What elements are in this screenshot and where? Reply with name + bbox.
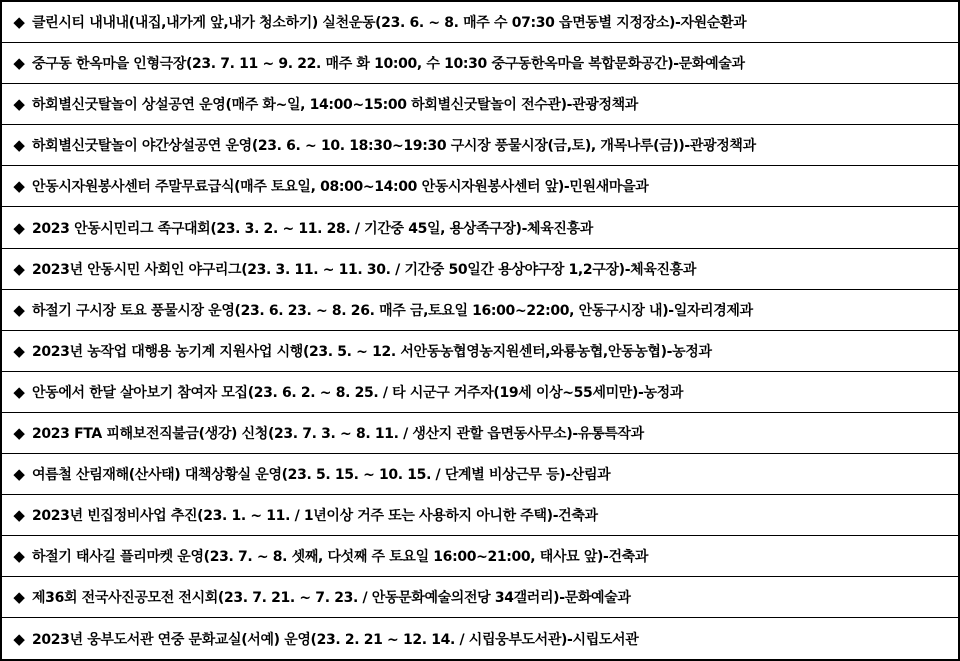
diamond-bullet-icon: ◆ [13,54,25,73]
list-item [2,331,958,372]
diamond-bullet-icon: ◆ [13,341,25,360]
list-item-text: 중구동 한옥마을 인형극장(23. 7. 11 ~ 9. 22. 매주 화 10:00, 수 10:30 중구동한옥마을 복합문화공간)-문화예술과 [32,56,745,73]
list-item-text: 클린시티 내내내(내집,내가게 앞,내가 청소하기) 실천운동(23. 6. ~ 8. 매주 수 07:30 읍면동별 지정장소)-자원순환과 [32,15,747,31]
diamond-bullet-icon: ◆ [13,547,25,566]
list-item-text: 2023년 빈집정비사업 추진(23. 1. ~ 11. / 1년이상 거주 또는 사용하지 아니한 주택)-건축과 [32,508,598,525]
diamond-bullet-icon: ◆ [13,465,25,484]
list-item [2,43,958,84]
list-item-text: 여름철 산림재해(산사태) 대책상황실 운영(23. 5. 15. ~ 10. 15. / 단계별 비상근무 등)-산림과 [32,467,611,484]
diamond-bullet-icon: ◆ [13,95,25,114]
list-item-text: 안동에서 한달 살아보기 참여자 모집(23. 6. 2. ~ 8. 25. / 타 시군구 거주자(19세 이상~55세미만)-농정과 [32,384,684,401]
diamond-bullet-icon: ◆ [13,177,25,196]
list-item-text: 하절기 태사길 플리마켓 운영(23. 7. ~ 8. 셋째, 다섯째 주 토요일 16:00~21:00, 태사묘 앞)-건축과 [32,549,649,566]
list-item [2,84,958,125]
list-item-text: 2023년 농작업 대행용 농기계 지원사업 시행(23. 5. ~ 12. 서안동농협영농지원센터,와룡농협,안동농협)-농정과 [32,343,712,360]
list-item [2,413,958,454]
list-item-text: 2023년 웅부도서관 연중 문화교실(서예) 운영(23. 2. 21 ~ 12. 14. / 시립웅부도서관)-시립도서관 [32,632,639,648]
diamond-bullet-icon: ◆ [13,424,25,442]
list-item [2,125,958,166]
list-item-text: 안동시자원봉사센터 주말무료급식(매주 토요일, 08:00~14:00 안동시자원봉사센터 앞)-민원새마을과 [32,179,649,196]
list-item [2,2,958,43]
diamond-bullet-icon: ◆ [13,136,25,155]
list-item [2,619,958,660]
list-item-text: 하회별신굿탈놀이 야간상설공연 운영(23. 6. ~ 10. 18:30~19:30 구시장 풍물시장(금,토), 개목나루(금))-관광정책과 [32,138,756,155]
list-item-text: 제36회 전국사진공모전 전시회(23. 7. 21. ~ 7. 23. / 안동문화예술의전당 34갤러리)-문화예술과 [32,590,631,607]
list-item-text: 2023 안동시민리그 족구대회(23. 3. 2. ~ 11. 28. / 기간중 45일, 용상족구장)-체육진흥과 [32,220,593,237]
list-item-text: 2023년 안동시민 사회인 야구리그(23. 3. 11. ~ 11. 30. / 기간중 50일간 용상야구장 1,2구장)-체육진흥과 [32,261,697,278]
diamond-bullet-icon: ◆ [13,259,25,278]
diamond-bullet-icon: ◆ [13,506,25,525]
list-item [2,454,958,495]
list-item [2,495,958,536]
list-item [2,536,958,577]
diamond-bullet-icon: ◆ [13,13,25,31]
list-item [2,372,958,413]
list-item [2,208,958,249]
diamond-bullet-icon: ◆ [13,382,25,401]
list-item [2,577,958,618]
list-item-text: 하절기 구시장 토요 풍물시장 운영(23. 6. 23. ~ 8. 26. 매주 금,토요일 16:00~22:00, 안동구시장 내)-일자리경제과 [32,302,753,319]
list-item-text: 2023 FTA 피해보전직불금(생강) 신청(23. 7. 3. ~ 8. 11. / 생산지 관할 읍면동사무소)-유통특작과 [32,426,644,442]
list-item [2,166,958,207]
list-item [2,290,958,331]
diamond-bullet-icon: ◆ [13,300,25,319]
diamond-bullet-icon: ◆ [13,588,25,607]
diamond-bullet-icon: ◆ [13,630,25,648]
diamond-bullet-icon: ◆ [13,218,25,237]
list-item-text: 하회별신굿탈놀이 상설공연 운영(매주 화~일, 14:00~15:00 하회별신굿탈놀이 전수관)-관광정책과 [32,97,638,114]
list-item [2,249,958,290]
